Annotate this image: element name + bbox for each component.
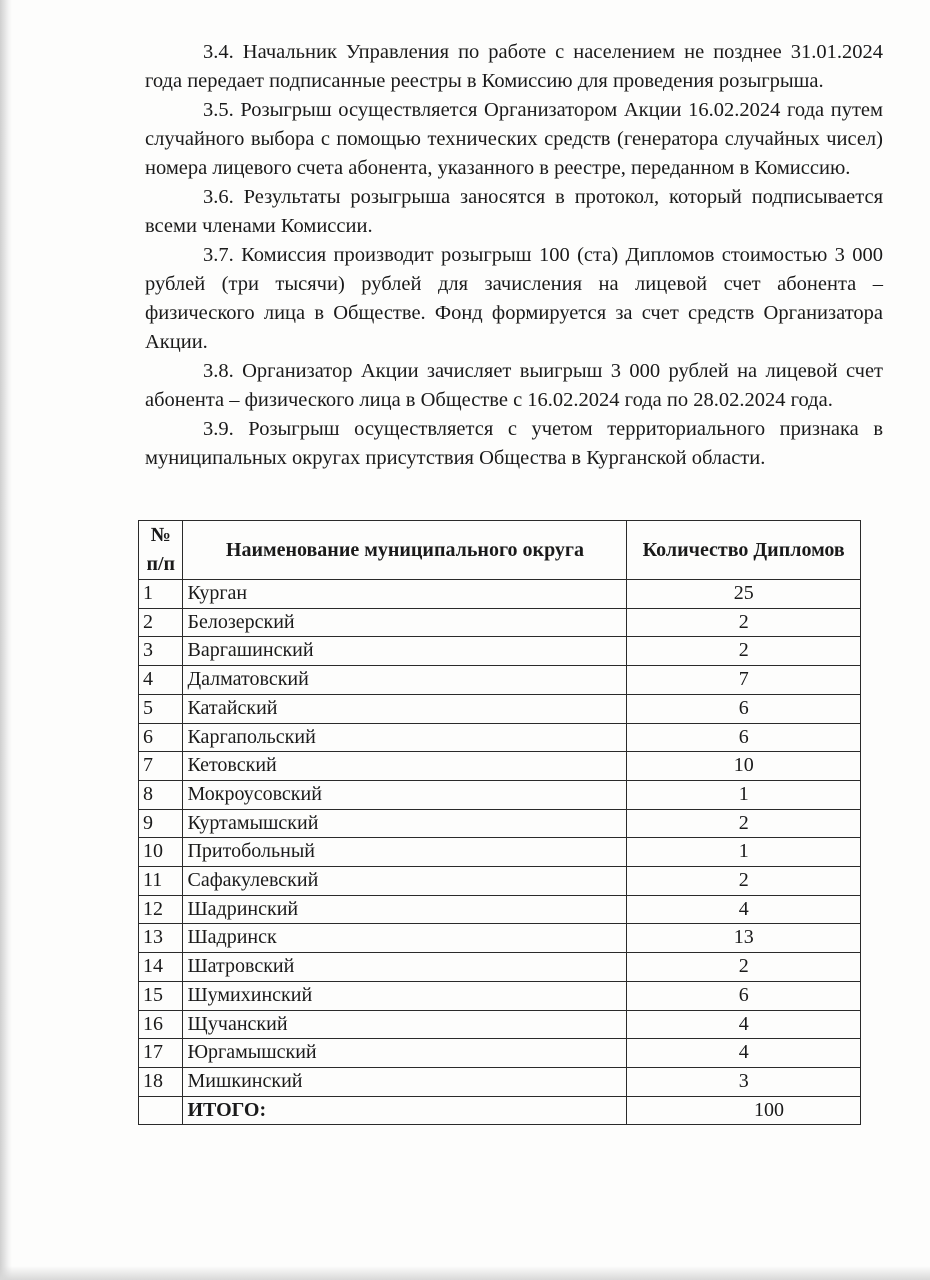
table-row — [139, 694, 861, 723]
diploma-count: 1 — [627, 780, 861, 809]
table-row — [139, 723, 861, 752]
scan-bottom-edge — [0, 1266, 930, 1280]
table-row — [139, 953, 861, 982]
total-empty-cell — [139, 1096, 183, 1125]
scan-left-edge — [0, 0, 12, 1280]
diploma-count: 7 — [627, 666, 861, 695]
paragraph-3-4: 3.4. Начальник Управления по работе с населением не позднее 31.01.2024 года передает подписанные реестры в Комиссию для проведения розыгрыша. — [145, 41, 883, 92]
table-row — [139, 1067, 861, 1096]
table-row — [139, 895, 861, 924]
row-number: 7 — [139, 752, 183, 781]
district-name: Каргапольский — [183, 723, 627, 752]
diploma-count: 6 — [627, 694, 861, 723]
diploma-count: 2 — [627, 637, 861, 666]
diploma-count: 6 — [627, 981, 861, 1010]
table-row — [139, 1039, 861, 1068]
diploma-count: 3 — [627, 1067, 861, 1096]
table-row — [139, 780, 861, 809]
table-row — [139, 838, 861, 867]
diploma-count: 4 — [627, 895, 861, 924]
table-row — [139, 1010, 861, 1039]
district-name: Шумихинский — [183, 981, 627, 1010]
district-name: Шатровский — [183, 953, 627, 982]
diploma-count: 2 — [627, 809, 861, 838]
row-number: 14 — [139, 953, 183, 982]
header-count: Количество Дипломов — [627, 521, 861, 580]
table-header-row — [139, 521, 861, 580]
table-row — [139, 981, 861, 1010]
row-number: 3 — [139, 637, 183, 666]
district-name: Шадринск — [183, 924, 627, 953]
table-row — [139, 867, 861, 896]
district-name: Мишкинский — [183, 1067, 627, 1096]
diploma-count: 10 — [627, 752, 861, 781]
diploma-count: 13 — [627, 924, 861, 953]
districts-table — [138, 520, 861, 1125]
diploma-count: 1 — [627, 838, 861, 867]
district-name: Мокроусовский — [183, 780, 627, 809]
district-name: Катайский — [183, 694, 627, 723]
paragraph-3-9: 3.9. Розыгрыш осуществляется с учетом территориального признака в муниципальных округах присутствия Общества в Курганской области. — [145, 418, 883, 469]
district-name: Кетовский — [183, 752, 627, 781]
diploma-count: 2 — [627, 867, 861, 896]
header-name: Наименование муниципального округа — [183, 521, 627, 580]
row-number: 11 — [139, 867, 183, 896]
table-row — [139, 637, 861, 666]
table-row — [139, 752, 861, 781]
row-number: 17 — [139, 1039, 183, 1068]
row-number: 8 — [139, 780, 183, 809]
district-name: Юргамышский — [183, 1039, 627, 1068]
row-number: 5 — [139, 694, 183, 723]
district-name: Сафакулевский — [183, 867, 627, 896]
district-name: Шадринский — [183, 895, 627, 924]
row-number: 18 — [139, 1067, 183, 1096]
row-number: 10 — [139, 838, 183, 867]
row-number: 6 — [139, 723, 183, 752]
district-name: Притобольный — [183, 838, 627, 867]
row-number: 16 — [139, 1010, 183, 1039]
district-name: Белозерский — [183, 608, 627, 637]
diploma-count: 2 — [627, 953, 861, 982]
district-name: Щучанский — [183, 1010, 627, 1039]
district-name: Далматовский — [183, 666, 627, 695]
document-body — [145, 38, 883, 473]
district-name: Куртамышский — [183, 809, 627, 838]
diploma-count: 4 — [627, 1039, 861, 1068]
diploma-count: 6 — [627, 723, 861, 752]
table-row — [139, 924, 861, 953]
district-name: Варгашинский — [183, 637, 627, 666]
table-row — [139, 608, 861, 637]
diploma-count: 2 — [627, 608, 861, 637]
diploma-count: 25 — [627, 580, 861, 609]
paragraph-3-8: 3.8. Организатор Акции зачисляет выигрыш 3 000 рублей на лицевой счет абонента – физического лица в Обществе с 16.02.2024 года по 28.02.2024 года. — [145, 360, 883, 411]
row-number: 15 — [139, 981, 183, 1010]
row-number: 12 — [139, 895, 183, 924]
row-number: 4 — [139, 666, 183, 695]
total-label: ИТОГО: — [183, 1096, 627, 1125]
row-number: 2 — [139, 608, 183, 637]
paragraph-3-6: 3.6. Результаты розыгрыша заносятся в протокол, который подписывается всеми членами Комиссии. — [145, 186, 883, 237]
total-count: 100 — [627, 1096, 861, 1125]
total-row — [139, 1096, 861, 1125]
diploma-count: 4 — [627, 1010, 861, 1039]
paragraph-3-7: 3.7. Комиссия производит розыгрыш 100 (ста) Дипломов стоимостью 3 000 рублей (три тысячи) рублей для зачисления на лицевой счет абонента – физического лица в Обществе. Фонд формируется за счет средств Организатора Акции. — [145, 244, 883, 353]
paragraph-3-5: 3.5. Розыгрыш осуществляется Организатором Акции 16.02.2024 года путем случайного выбора с помощью технических средств (генератора случайных чисел) номера лицевого счета абонента, указанного в реестре, переданном в Комиссию. — [145, 99, 883, 179]
header-num: № п/п — [139, 521, 183, 580]
table-row — [139, 580, 861, 609]
table-row — [139, 809, 861, 838]
row-number: 13 — [139, 924, 183, 953]
row-number: 9 — [139, 809, 183, 838]
district-name: Курган — [183, 580, 627, 609]
table-row — [139, 666, 861, 695]
row-number: 1 — [139, 580, 183, 609]
